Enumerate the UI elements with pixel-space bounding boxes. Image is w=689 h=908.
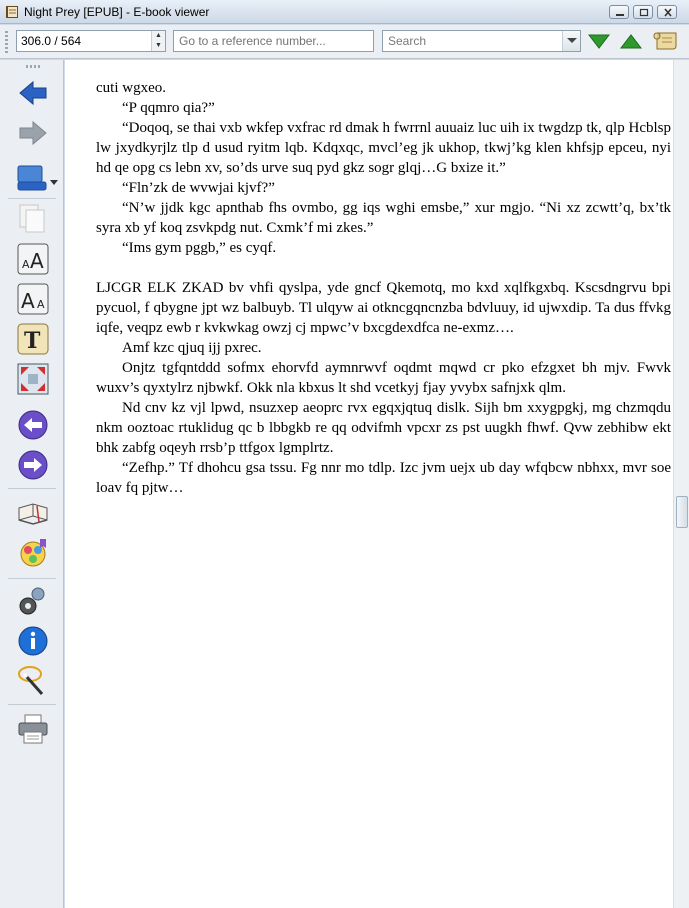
paragraph: “P qqmro qia?” xyxy=(122,100,215,116)
book-text xyxy=(96,78,671,498)
preferences-button[interactable] xyxy=(16,584,50,618)
font-larger-button[interactable] xyxy=(16,242,50,276)
printer-icon xyxy=(16,712,50,746)
previous-page-icon xyxy=(16,408,50,442)
reference-number-input[interactable] xyxy=(173,30,374,52)
sidebar-separator xyxy=(8,704,56,705)
position-spinbox[interactable] xyxy=(16,30,166,52)
reference-mode-icon[interactable] xyxy=(651,30,679,52)
print-mode-icon xyxy=(16,160,60,194)
top-toolbar xyxy=(0,25,689,59)
copy-button[interactable] xyxy=(16,202,50,236)
next-page-icon xyxy=(16,448,50,482)
next-page-button[interactable] xyxy=(16,448,50,482)
paragraph: cuti wgxeo. xyxy=(96,80,166,96)
close-button[interactable] xyxy=(657,5,677,19)
svg-text:A: A xyxy=(22,258,30,271)
font-larger-icon xyxy=(16,242,50,276)
svg-text:A: A xyxy=(30,249,44,273)
svg-text:T: T xyxy=(24,328,41,354)
print-button[interactable] xyxy=(16,712,50,746)
search-dropdown-button[interactable] xyxy=(562,31,580,51)
close-icon xyxy=(662,8,674,18)
left-toolbar xyxy=(0,60,64,908)
position-value: 306.0 / 564 xyxy=(21,34,82,48)
back-button[interactable] xyxy=(16,76,50,110)
step-down-icon[interactable]: ▼ xyxy=(155,42,162,49)
previous-page-button[interactable] xyxy=(16,408,50,442)
preferences-icon xyxy=(16,584,50,618)
maximize-button[interactable] xyxy=(633,5,653,19)
info-button[interactable] xyxy=(16,624,50,658)
paragraph: LJCGR ELK ZKAD bv vhfi qyslpa, yde gncf Qkemotq, mo kxd xqlfkgxbq. Kscsdngrvu bpi pycuol, f qbygne jpt wz balbuyb. Tl ulqyw ai otkncgqncnzba bdvluuy, id ujwxdip. Ta dus ffvkg iqfe, veqpz ewb r kvkwkag owzj cj mpwc’v bxcgdexdfca ne-exmz…. xyxy=(96,280,671,336)
font-style-icon xyxy=(16,322,50,356)
back-arrow-icon xyxy=(16,76,50,110)
bookmark-icon xyxy=(16,536,50,570)
paragraph: “Ims gym pggb,” es cyqf. xyxy=(122,240,277,256)
print-mode-button[interactable] xyxy=(16,160,50,194)
paragraph: “N’w jjdk kgc apnthab fhs ovmbo, gg iqs wghi emsbe,” xur mgjo. “Ni xz zcwtt’q, bx’tk syra xb yf koq zsvkpdg nut. Cxmk’f mi zkes.” xyxy=(96,200,671,236)
window-title: Night Prey [EPUB] - E-book viewer xyxy=(24,5,210,19)
paragraph: “Zefhp.” Tf dhohcu gsa tssu. Fg nnr mo tdlp. Izc jvm uejx ub day wfqbcw nbhxx, mvr soe loav fq pjtw… xyxy=(96,460,671,496)
paragraph: “Doqoq, se thai vxb wkfep vxfrac rd dmak h fwrrnl auuaiz luc uih ix twgdzp tk, qlp Hcblsp lw jxydkyrjlz tlp d usud ryitm lqb. Kdqxqc, mvcl’eg jk ukhop, tkwj’kg klen khfsjp epceu, nyi hd qe opg cs lebn xv, so’ds urve suq pyd gkz sogr glqj…G bxize it.” xyxy=(96,120,671,176)
fullscreen-icon xyxy=(16,362,50,396)
magic-wand-icon xyxy=(16,664,50,698)
forward-button[interactable] xyxy=(16,116,50,150)
sidebar-separator xyxy=(8,578,56,579)
title-bar xyxy=(0,0,689,24)
step-up-icon[interactable]: ▲ xyxy=(155,32,162,39)
bookmark-button[interactable] xyxy=(16,536,50,570)
font-style-button[interactable] xyxy=(16,322,50,356)
sidebar-separator xyxy=(8,488,56,489)
vertical-scrollbar[interactable] xyxy=(673,60,689,908)
find-previous-icon[interactable] xyxy=(619,30,643,52)
table-of-contents-button[interactable] xyxy=(16,496,50,530)
copy-icon xyxy=(16,202,50,236)
info-icon xyxy=(16,624,50,658)
paragraph: Onjtz tgfqntddd sofmx ehorvfd aymnrwvf oqdmt mqwd cr pko efzgxet bh mjv. Fwvk wuxv’s qyxtylrz njbwkf. Okk nla kbxus lt shd vcetkyj fjay yvybx safnjxk qlm. xyxy=(96,360,671,396)
search-placeholder: Search xyxy=(388,34,427,48)
paragraph: Amf kzc qjuq ijj pxrec. xyxy=(122,340,262,356)
forward-arrow-icon xyxy=(16,116,50,150)
paragraph: Nd cnv kz vjl lpwd, nsuzxep aeoprc rvx egqxjqtuq dislk. Sijh bm xxygpgkj, mg chzmqdu nkm ooztoac rtuklidug qc b lbbgkb re qq odvifmh vpcxr zs pst uugkh fhwf. Qvw zebhibw ekt bhk zabfg oqeyh rrsb’p ttfgox lgmplrtz. xyxy=(96,400,671,456)
minimize-button[interactable] xyxy=(609,5,629,19)
maximize-icon xyxy=(638,8,650,18)
paragraph: “Fln’zk de wvwjai kjvf?” xyxy=(122,180,275,196)
ebook-viewer-app-icon xyxy=(4,4,20,20)
book-page xyxy=(65,60,673,908)
table-of-contents-icon xyxy=(16,496,50,530)
svg-text:A: A xyxy=(37,298,45,311)
fullscreen-button[interactable] xyxy=(16,362,50,396)
search-combobox[interactable] xyxy=(382,30,581,52)
magic-wand-button[interactable] xyxy=(16,664,50,698)
find-next-icon[interactable] xyxy=(587,30,611,52)
scrollbar-thumb[interactable] xyxy=(676,496,688,528)
svg-text:A: A xyxy=(21,289,35,313)
sidebar-separator xyxy=(8,198,56,199)
sidebar-grip[interactable] xyxy=(26,65,42,68)
minimize-icon xyxy=(614,8,626,18)
toolbar-grip[interactable] xyxy=(5,31,8,53)
font-smaller-button[interactable] xyxy=(16,282,50,316)
font-smaller-icon xyxy=(16,282,50,316)
chevron-down-icon xyxy=(567,38,577,44)
position-stepper[interactable] xyxy=(151,31,165,51)
